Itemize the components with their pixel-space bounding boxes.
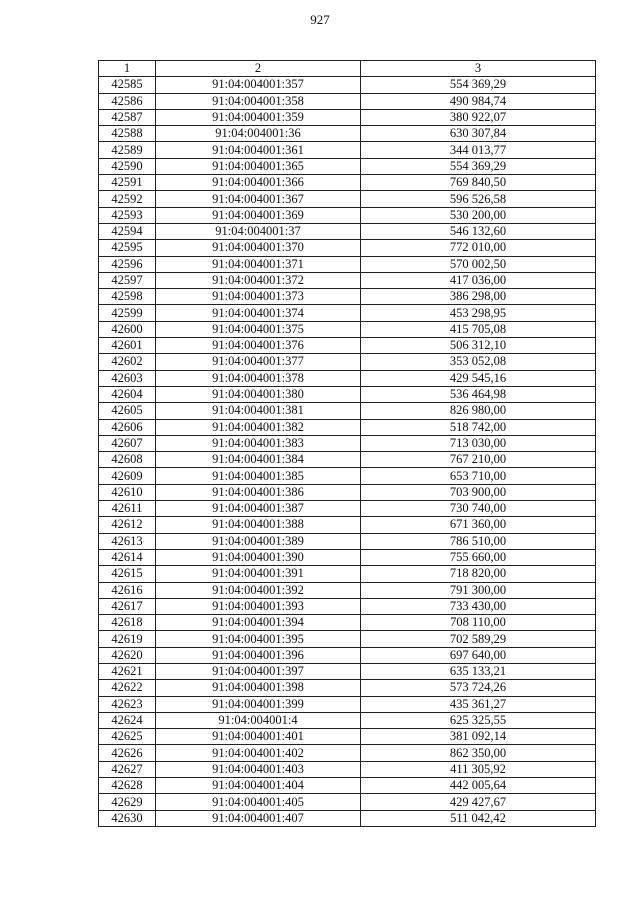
value-cell: 506 312,10 [361,338,596,354]
table-row [99,566,596,582]
value-cell: 755 660,00 [361,549,596,565]
table-row [99,794,596,810]
row-number-cell: 42604 [99,386,156,402]
table-row [99,810,596,826]
row-number-cell: 42609 [99,468,156,484]
value-cell: 429 545,16 [361,370,596,386]
value-cell: 596 526,58 [361,191,596,207]
table-row [99,598,596,614]
table-row [99,468,596,484]
value-cell: 826 980,00 [361,403,596,419]
value-cell: 653 710,00 [361,468,596,484]
value-cell: 718 820,00 [361,566,596,582]
value-cell: 344 013,77 [361,142,596,158]
cadastral-number-cell: 91:04:004001:385 [156,468,361,484]
row-number-cell: 42607 [99,435,156,451]
cadastral-number-cell: 91:04:004001:383 [156,435,361,451]
value-cell: 630 307,84 [361,126,596,142]
row-number-cell: 42617 [99,598,156,614]
cadastral-number-cell: 91:04:004001:405 [156,794,361,810]
value-cell: 671 360,00 [361,517,596,533]
table-row [99,778,596,794]
cadastral-number-cell: 91:04:004001:367 [156,191,361,207]
cadastral-number-cell: 91:04:004001:37 [156,223,361,239]
value-cell: 554 369,29 [361,158,596,174]
table-row [99,305,596,321]
cadastral-number-cell: 91:04:004001:397 [156,663,361,679]
cadastral-number-cell: 91:04:004001:404 [156,778,361,794]
table-row [99,696,596,712]
row-number-cell: 42611 [99,501,156,517]
cadastral-number-cell: 91:04:004001:386 [156,484,361,500]
cadastral-number-cell: 91:04:004001:366 [156,175,361,191]
table-row [99,240,596,256]
table-row [99,663,596,679]
value-cell: 767 210,00 [361,452,596,468]
value-cell: 702 589,29 [361,631,596,647]
row-number-cell: 42606 [99,419,156,435]
cadastral-number-cell: 91:04:004001:390 [156,549,361,565]
row-number-cell: 42586 [99,93,156,109]
value-cell: 791 300,00 [361,582,596,598]
cadastral-number-cell: 91:04:004001:382 [156,419,361,435]
column-header-3: 3 [361,61,596,77]
table-row [99,126,596,142]
value-cell: 769 840,50 [361,175,596,191]
data-table [98,60,596,827]
cadastral-number-cell: 91:04:004001:380 [156,386,361,402]
cadastral-number-cell: 91:04:004001:391 [156,566,361,582]
cadastral-number-cell: 91:04:004001:369 [156,207,361,223]
row-number-cell: 42629 [99,794,156,810]
table-row [99,207,596,223]
table-row [99,631,596,647]
row-number-cell: 42616 [99,582,156,598]
cadastral-number-cell: 91:04:004001:396 [156,647,361,663]
row-number-cell: 42610 [99,484,156,500]
cadastral-number-cell: 91:04:004001:361 [156,142,361,158]
row-number-cell: 42605 [99,403,156,419]
table-row [99,549,596,565]
value-cell: 536 464,98 [361,386,596,402]
row-number-cell: 42592 [99,191,156,207]
table-row [99,289,596,305]
cadastral-number-cell: 91:04:004001:388 [156,517,361,533]
value-cell: 415 705,08 [361,321,596,337]
row-number-cell: 42593 [99,207,156,223]
row-number-cell: 42626 [99,745,156,761]
row-number-cell: 42597 [99,272,156,288]
table-row [99,582,596,598]
cadastral-number-cell: 91:04:004001:401 [156,729,361,745]
row-number-cell: 42589 [99,142,156,158]
cadastral-number-cell: 91:04:004001:387 [156,501,361,517]
table-row [99,647,596,663]
table-row [99,158,596,174]
cadastral-number-cell: 91:04:004001:374 [156,305,361,321]
table-row [99,338,596,354]
table-row [99,517,596,533]
value-cell: 353 052,08 [361,354,596,370]
cadastral-number-cell: 91:04:004001:402 [156,745,361,761]
row-number-cell: 42600 [99,321,156,337]
cadastral-number-cell: 91:04:004001:393 [156,598,361,614]
table-row [99,93,596,109]
row-number-cell: 42623 [99,696,156,712]
row-number-cell: 42603 [99,370,156,386]
cadastral-number-cell: 91:04:004001:372 [156,272,361,288]
row-number-cell: 42602 [99,354,156,370]
value-cell: 530 200,00 [361,207,596,223]
value-cell: 435 361,27 [361,696,596,712]
table-row [99,712,596,728]
page-number: 927 [310,12,330,27]
value-cell: 573 724,26 [361,680,596,696]
table-row [99,615,596,631]
value-cell: 417 036,00 [361,272,596,288]
value-cell: 708 110,00 [361,615,596,631]
column-header-1: 1 [99,61,156,77]
table-row [99,419,596,435]
row-number-cell: 42608 [99,452,156,468]
table-row [99,354,596,370]
row-number-cell: 42585 [99,77,156,93]
row-number-cell: 42619 [99,631,156,647]
row-number-cell: 42630 [99,810,156,826]
table-row [99,452,596,468]
row-number-cell: 42620 [99,647,156,663]
row-number-cell: 42596 [99,256,156,272]
cadastral-number-cell: 91:04:004001:357 [156,77,361,93]
cadastral-number-cell: 91:04:004001:4 [156,712,361,728]
value-cell: 697 640,00 [361,647,596,663]
cadastral-number-cell: 91:04:004001:376 [156,338,361,354]
table-row [99,142,596,158]
row-number-cell: 42587 [99,109,156,125]
cadastral-number-cell: 91:04:004001:407 [156,810,361,826]
value-cell: 381 092,14 [361,729,596,745]
value-cell: 554 369,29 [361,77,596,93]
table-row [99,191,596,207]
row-number-cell: 42594 [99,223,156,239]
cadastral-number-cell: 91:04:004001:381 [156,403,361,419]
cadastral-number-cell: 91:04:004001:375 [156,321,361,337]
table-row [99,370,596,386]
value-cell: 546 132,60 [361,223,596,239]
table-row [99,403,596,419]
value-cell: 786 510,00 [361,533,596,549]
row-number-cell: 42612 [99,517,156,533]
cadastral-number-cell: 91:04:004001:389 [156,533,361,549]
value-cell: 862 350,00 [361,745,596,761]
value-cell: 713 030,00 [361,435,596,451]
table-row [99,761,596,777]
table-header-row [99,61,596,77]
table-row [99,680,596,696]
row-number-cell: 42618 [99,615,156,631]
row-number-cell: 42627 [99,761,156,777]
value-cell: 730 740,00 [361,501,596,517]
table-row [99,484,596,500]
cadastral-number-cell: 91:04:004001:359 [156,109,361,125]
value-cell: 625 325,55 [361,712,596,728]
cadastral-number-cell: 91:04:004001:395 [156,631,361,647]
value-cell: 570 002,50 [361,256,596,272]
value-cell: 453 298,95 [361,305,596,321]
cadastral-number-cell: 91:04:004001:371 [156,256,361,272]
cadastral-number-cell: 91:04:004001:377 [156,354,361,370]
table-row [99,501,596,517]
row-number-cell: 42621 [99,663,156,679]
table-row [99,256,596,272]
value-cell: 429 427,67 [361,794,596,810]
cadastral-number-cell: 91:04:004001:358 [156,93,361,109]
table-body [99,77,596,827]
value-cell: 703 900,00 [361,484,596,500]
row-number-cell: 42595 [99,240,156,256]
row-number-cell: 42614 [99,549,156,565]
cadastral-number-cell: 91:04:004001:384 [156,452,361,468]
cadastral-number-cell: 91:04:004001:398 [156,680,361,696]
value-cell: 518 742,00 [361,419,596,435]
row-number-cell: 42622 [99,680,156,696]
row-number-cell: 42599 [99,305,156,321]
table-row [99,321,596,337]
value-cell: 511 042,42 [361,810,596,826]
value-cell: 380 922,07 [361,109,596,125]
row-number-cell: 42588 [99,126,156,142]
table-row [99,223,596,239]
cadastral-number-cell: 91:04:004001:394 [156,615,361,631]
cadastral-number-cell: 91:04:004001:403 [156,761,361,777]
cadastral-number-cell: 91:04:004001:370 [156,240,361,256]
row-number-cell: 42591 [99,175,156,191]
table-row [99,175,596,191]
cadastral-number-cell: 91:04:004001:365 [156,158,361,174]
table-row [99,272,596,288]
row-number-cell: 42624 [99,712,156,728]
column-header-2: 2 [156,61,361,77]
row-number-cell: 42601 [99,338,156,354]
row-number-cell: 42625 [99,729,156,745]
table-row [99,77,596,93]
cadastral-number-cell: 91:04:004001:399 [156,696,361,712]
value-cell: 442 005,64 [361,778,596,794]
table-row [99,729,596,745]
table-row [99,533,596,549]
cadastral-number-cell: 91:04:004001:378 [156,370,361,386]
table-row [99,435,596,451]
value-cell: 490 984,74 [361,93,596,109]
row-number-cell: 42615 [99,566,156,582]
value-cell: 386 298,00 [361,289,596,305]
value-cell: 635 133,21 [361,663,596,679]
table-row [99,109,596,125]
table-row [99,745,596,761]
row-number-cell: 42590 [99,158,156,174]
value-cell: 772 010,00 [361,240,596,256]
row-number-cell: 42628 [99,778,156,794]
cadastral-number-cell: 91:04:004001:373 [156,289,361,305]
value-cell: 411 305,92 [361,761,596,777]
cadastral-number-cell: 91:04:004001:392 [156,582,361,598]
row-number-cell: 42598 [99,289,156,305]
cadastral-number-cell: 91:04:004001:36 [156,126,361,142]
row-number-cell: 42613 [99,533,156,549]
table-row [99,386,596,402]
value-cell: 733 430,00 [361,598,596,614]
